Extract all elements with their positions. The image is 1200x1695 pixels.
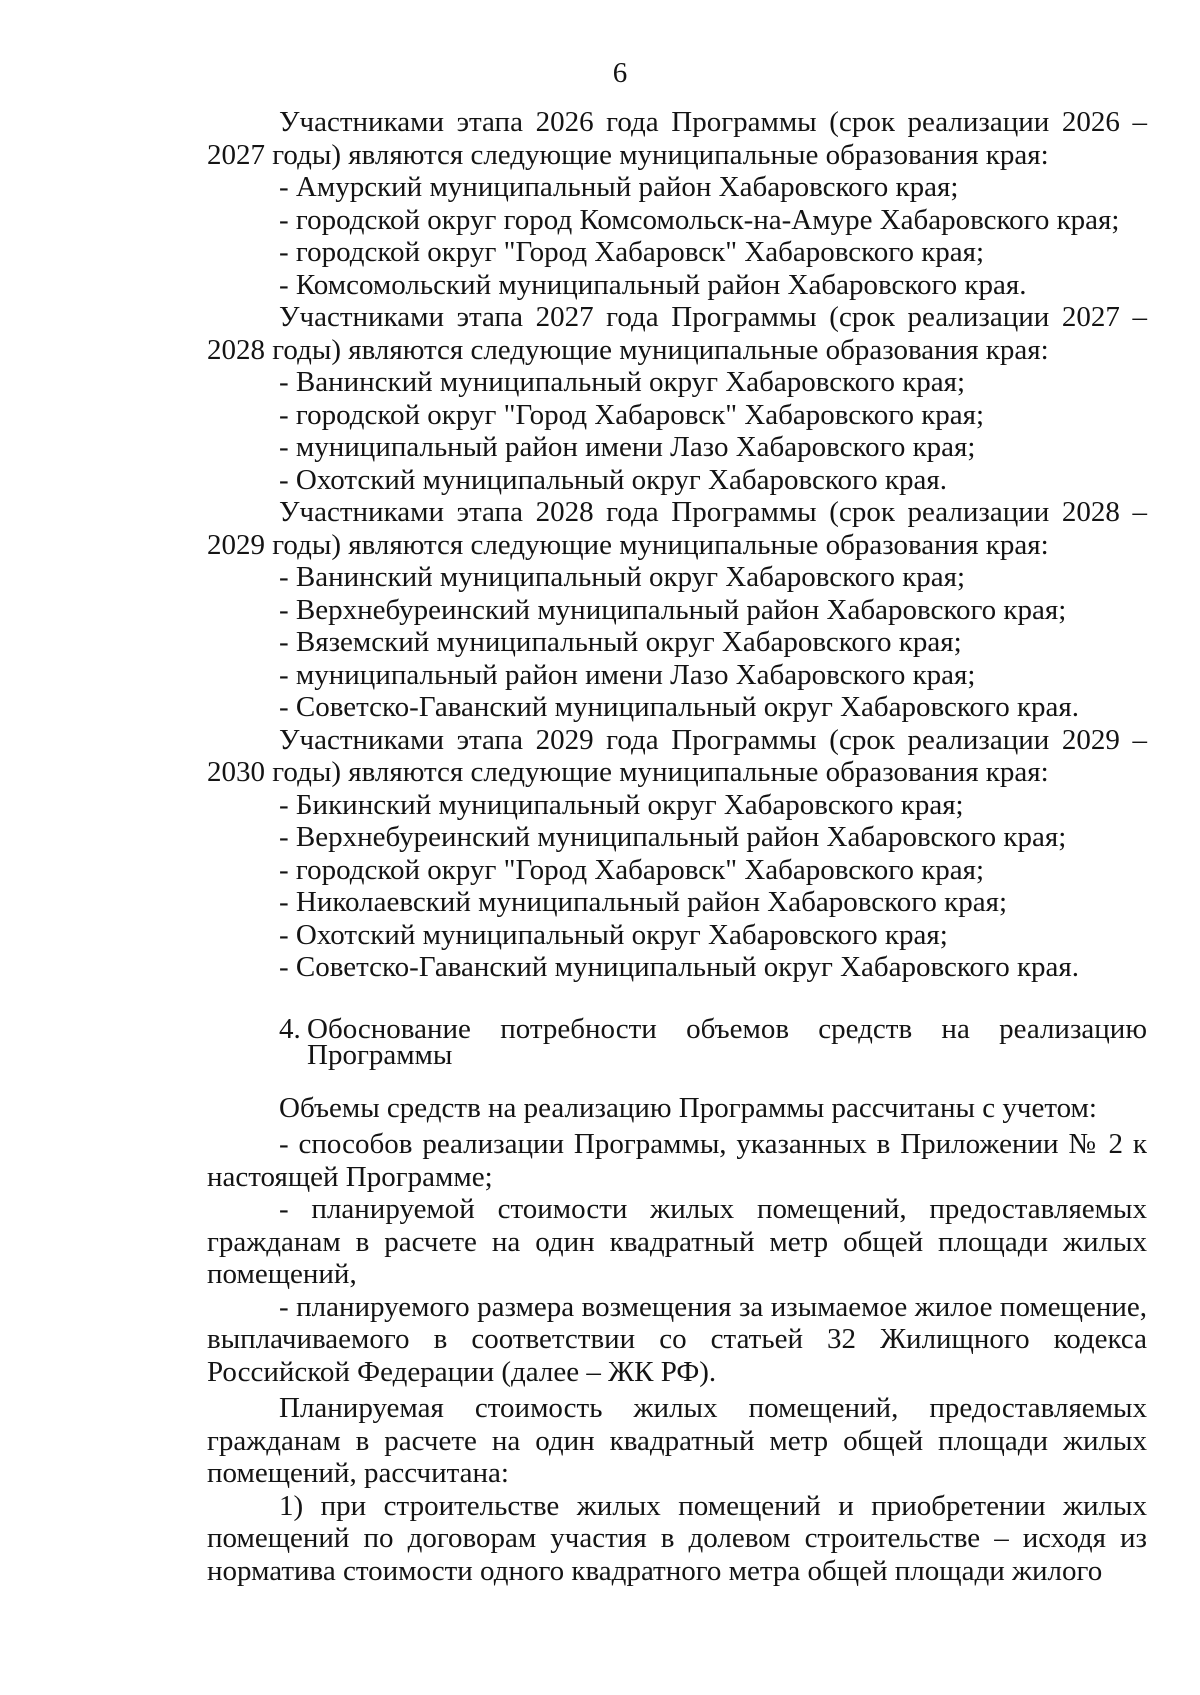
stage-2029-intro: Участниками этапа 2029 года Программы (срок реализации 2029 – 2030 годы) являются следующие муниципальные образования края: [207,723,1147,788]
list-item: - Ванинский муниципальный округ Хабаровского края; [279,366,966,398]
stage-2026-intro: Участниками этапа 2026 года Программы (срок реализации 2026 – 2027 годы) являются следующие муниципальные образования края: [207,106,1147,171]
list-item: - планируемой стоимости жилых помещений, предоставляемых гражданам в расчете на один квадратный метр общей площади жилых помещений, [207,1193,1147,1290]
list-item: - городской округ "Город Хабаровск" Хабаровского края; [279,853,985,886]
paragraph: Планируемая стоимость жилых помещений, предоставляемых гражданам в расчете на один квадратный метр общей площади жилых помещений, рассчитана: [207,1392,1147,1489]
list-item: - Николаевский муниципальный район Хабаровского края; [279,886,1008,918]
list-item: - Бикинский муниципальный округ Хабаровского края; [279,788,964,821]
section-number: 4. [279,1012,301,1045]
list-item: - Амурский муниципальный район Хабаровского края; [279,171,959,203]
stage-2028-intro: Участниками этапа 2028 года Программы (срок реализации 2028 – 2029 годы) являются следующие муниципальные образования края: [207,496,1147,561]
list-item: - планируемого размера возмещения за изымаемое жилое помещение, выплачиваемого в соответствии со статьей 32 Жилищного кодекса Российской Федерации (далее – ЖК РФ). [207,1290,1147,1388]
section-heading [207,1012,1147,1071]
list-item: - Охотский муниципальный округ Хабаровского края. [279,463,947,496]
list-item: - городской округ "Город Хабаровск" Хабаровского края; [279,236,985,268]
list-item: - Ванинский муниципальный округ Хабаровского края; [279,561,966,593]
list-item: - муниципальный район имени Лазо Хабаровского края; [279,431,976,463]
list-item: - Вяземский муниципальный округ Хабаровского края; [279,626,962,658]
point-1: 1) при строительстве жилых помещений и приобретении жилых помещений по договорам участия в долевом строительстве – исходя из норматива стоимости одного квадратного метра общей площади жилого [207,1489,1147,1587]
list-item: - Охотский муниципальный округ Хабаровского края; [279,918,948,951]
page-number: 6 [612,57,628,89]
list-item: - Верхнебуреинский муниципальный район Хабаровского края; [279,821,1067,853]
section-title-line1: Обоснование потребности объемов средств на реализацию [307,1012,1147,1045]
list-item: - муниципальный район имени Лазо Хабаровского края; [279,658,976,691]
list-item: - Верхнебуреинский муниципальный район Хабаровского края; [279,593,1067,626]
list-item: - способов реализации Программы, указанных в Приложении № 2 к настоящей Программе; [207,1128,1147,1193]
list-item: - Комсомольский муниципальный район Хабаровского края. [279,268,1027,301]
section-title [307,1012,1147,1071]
document-body [207,106,1147,1587]
stage-2027-intro: Участниками этапа 2027 года Программы (срок реализации 2027 – 2028 годы) являются следующие муниципальные образования края: [207,301,1147,366]
list-item: - Советско-Гаванский муниципальный округ Хабаровского края. [279,951,1080,983]
section-title-line2: Программы [307,1038,453,1071]
section-intro: Объемы средств на реализацию Программы рассчитаны с учетом: [279,1091,1097,1124]
list-item: - городской округ "Город Хабаровск" Хабаровского края; [279,398,985,431]
list-item: - Советско-Гаванский муниципальный округ Хабаровского края. [279,691,1080,723]
list-item: - городской округ город Комсомольск-на-Амуре Хабаровского края; [279,203,1120,236]
